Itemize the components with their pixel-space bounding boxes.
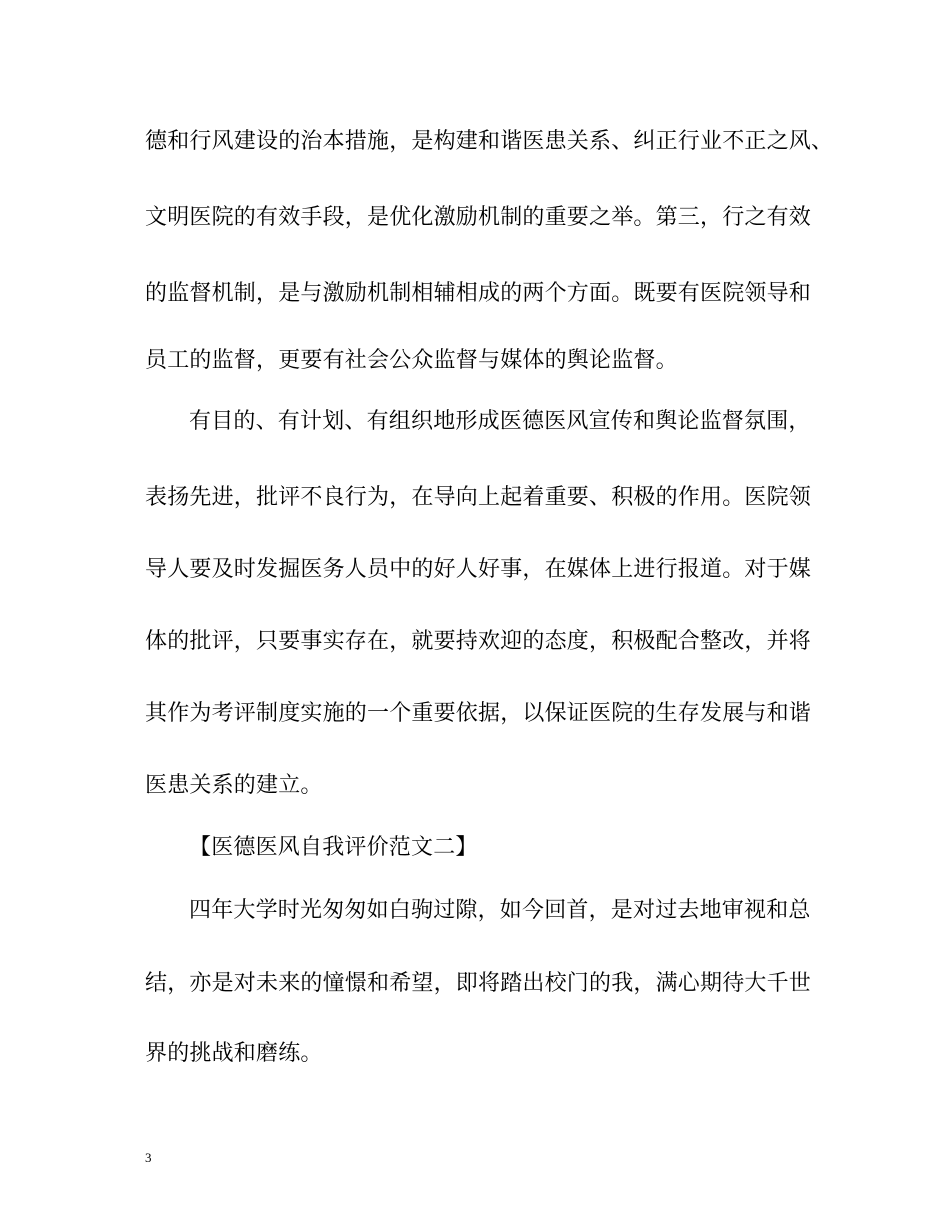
paragraph-line: 体的批评，只要事实存在，就要持欢迎的态度，积极配合整改，并将 (145, 629, 812, 654)
paragraph-line: 表扬先进，批评不良行为，在导向上起着重要、积极的作用。医院领 (145, 485, 812, 510)
paragraph-line: 其作为考评制度实施的一个重要依据，以保证医院的生存发展与和谐 (145, 701, 812, 726)
paragraph-line: 员工的监督，更要有社会公众监督与媒体的舆论监督。 (145, 348, 678, 373)
paragraph-line: 界的挑战和磨练。 (145, 1041, 323, 1066)
paragraph-line: 四年大学时光匆匆如白驹过隙，如今回首，是对过去地审视和总 (189, 898, 811, 923)
paragraph-line: 有目的、有计划、有组织地形成医德医风宣传和舆论监督氛围， (189, 409, 811, 434)
paragraph-line: 导人要及时发掘医务人员中的好人好事，在媒体上进行报道。对于媒 (145, 557, 812, 582)
page-number: 3 (145, 1150, 152, 1165)
paragraph-line: 德和行风建设的治本措施，是构建和谐医患关系、纠正行业不正之风、 (145, 129, 834, 154)
paragraph-line: 结，亦是对未来的憧憬和希望，即将踏出校门的我，满心期待大千世 (145, 971, 812, 996)
paragraph-line: 的监督机制，是与激励机制相辅相成的两个方面。既要有医院领导和 (145, 281, 812, 306)
section-heading: 【医德医风自我评价范文二】 (189, 835, 478, 860)
paragraph-line: 医患关系的建立。 (145, 773, 323, 798)
paragraph-line: 文明医院的有效手段，是优化激励机制的重要之举。第三，行之有效 (145, 205, 812, 230)
